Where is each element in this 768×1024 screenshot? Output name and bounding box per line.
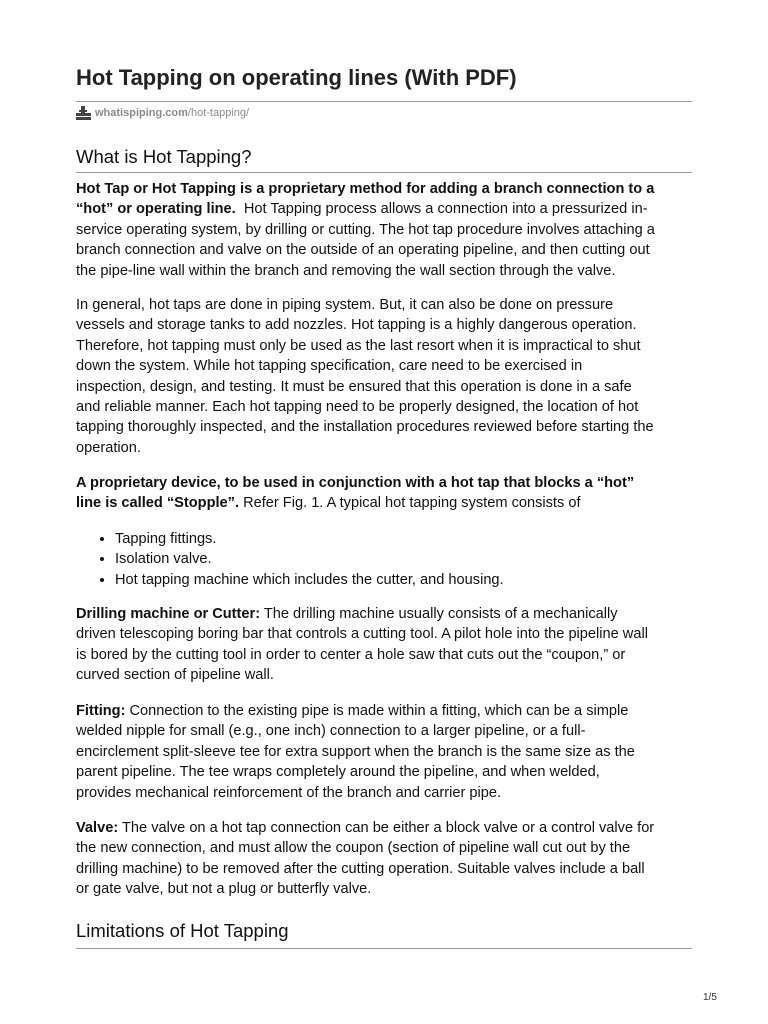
body-text: vessels and storage tanks to add nozzles. Hot tapping is a highly dangerous operation.	[76, 317, 637, 334]
title-divider	[76, 101, 692, 102]
paragraph-line	[76, 645, 692, 665]
bold-lead-text: Hot Tap or Hot Tapping is a proprietary method for adding a branch connection to a	[76, 181, 655, 197]
body-text: down the system. While hot tapping specification, care need to be exercised in	[76, 358, 583, 375]
source-link[interactable]	[76, 106, 249, 120]
paragraph-line	[76, 783, 692, 803]
list-item: • Hot tapping machine which includes the cutter, and housing.	[115, 570, 504, 590]
bold-lead-text: Valve:	[76, 820, 119, 836]
body-text: welded nipple for small (e.g., one inch) connection to a larger pipeline, or a full-	[76, 723, 586, 740]
source-domain: whatispiping.com	[95, 107, 188, 119]
body-text: driven telescoping boring bar that controls a cutting tool. A pilot hole into the pipeline wall	[76, 626, 648, 643]
paragraph-line	[76, 818, 692, 838]
body-text: drilling machine) to be removed after the cutting operation. Suitable valves include a ball	[76, 860, 645, 877]
page-number: 1/5	[703, 992, 717, 1003]
paragraph-line	[76, 604, 692, 624]
paragraph-line	[76, 220, 692, 240]
section-divider	[76, 172, 692, 173]
paragraph-line	[76, 199, 692, 219]
list-item: • Isolation valve.	[115, 549, 504, 569]
paragraph-line	[76, 417, 692, 437]
body-text: tapping thoroughly inspected, and the installation procedures reviewed before starting the	[76, 419, 654, 436]
body-text: service operating system, by drilling or cutting. The hot tap procedure involves attaching a	[76, 221, 655, 238]
paragraph-line	[76, 336, 692, 356]
body-text: curved section of pipeline wall.	[76, 667, 274, 684]
paragraph-line	[76, 179, 692, 199]
body-text: Connection to the existing pipe is made within a fitting, which can be a simple	[125, 703, 629, 719]
bold-lead-text: Drilling machine or Cutter:	[76, 606, 261, 622]
bold-lead-text: Fitting:	[76, 703, 126, 719]
body-text: and reliable manner. Each hot tapping need to be properly designed, the location of hot	[76, 399, 639, 416]
paragraph-line	[76, 315, 692, 335]
body-text: provides mechanical reinforcement of the branch and carrier pipe.	[76, 784, 502, 801]
body-text: operation.	[76, 439, 141, 456]
body-text: the new connection, and must allow the coupon (section of pipeline wall cut out by the	[76, 840, 631, 857]
section-heading-limitations: Limitations of Hot Tapping	[76, 920, 289, 941]
source-path: /hot-tapping/	[187, 107, 250, 119]
list-item: • Tapping fittings.	[115, 529, 504, 549]
body-text: branch connection and valve on the outside of an operating pipeline, and then cutting out	[76, 242, 650, 259]
paragraph-general	[76, 295, 692, 458]
paragraph-line	[76, 742, 692, 762]
paragraph-line	[76, 377, 692, 397]
paragraph-line	[76, 397, 692, 417]
body-text: is bored by the cutting tool in order to center a hole saw that cuts out the “coupon,” or	[76, 646, 626, 663]
page-title: Hot Tapping on operating lines (With PDF)	[76, 65, 517, 90]
body-text: parent pipeline. The tee wraps completely around the pipeline, and when welded,	[76, 764, 600, 781]
paragraph-line	[76, 721, 692, 741]
paragraph-line	[76, 624, 692, 644]
section-divider	[76, 948, 692, 949]
paragraph-intro	[76, 179, 692, 281]
paragraph-line	[76, 762, 692, 782]
components-list	[76, 529, 504, 590]
paragraph-line	[76, 859, 692, 879]
paragraph-line	[76, 493, 692, 513]
paragraph-line	[76, 879, 692, 899]
pipe-fitting-icon	[76, 106, 91, 120]
bold-lead-text: line is called “Stopple”.	[76, 495, 240, 512]
bold-lead-text: “hot” or operating line.	[76, 201, 236, 218]
paragraph-line	[76, 838, 692, 858]
body-text: Refer Fig. 1. A typical hot tapping system consists of	[239, 495, 581, 512]
body-text: encirclement split-sleeve tee for extra support when the branch is the same size as the	[76, 743, 635, 760]
body-text: the pipe-line wall within the branch and removing the wall section through the valve.	[76, 262, 616, 279]
body-text: Hot Tapping process allows a connection into a pressurized in-	[235, 201, 648, 218]
body-text: The valve on a hot tap connection can be either a block valve or a control valve for	[118, 820, 655, 836]
body-text: Therefore, hot tapping must only be used as the last resort when it is impractical to shut	[76, 337, 641, 354]
body-text: The drilling machine usually consists of a mechanically	[260, 606, 618, 622]
paragraph-line	[76, 438, 692, 458]
section-heading-what-is-hot-tapping: What is Hot Tapping?	[76, 146, 252, 167]
paragraph-line	[76, 295, 692, 315]
body-text: In general, hot taps are done in piping system. But, it can also be done on pressure	[76, 297, 614, 313]
paragraph-line	[76, 473, 692, 493]
paragraph-line	[76, 665, 692, 685]
body-text: or gate valve, but not a plug or butterfly valve.	[76, 881, 372, 898]
paragraph-line	[76, 701, 692, 721]
paragraph-drilling-machine	[76, 604, 692, 686]
paragraph-stopple	[76, 473, 692, 514]
paragraph-line	[76, 261, 692, 281]
paragraph-line	[76, 356, 692, 376]
paragraph-valve	[76, 818, 692, 900]
paragraph-fitting	[76, 701, 692, 803]
bold-lead-text: A proprietary device, to be used in conjunction with a hot tap that blocks a “hot”	[76, 475, 635, 491]
paragraph-line	[76, 240, 692, 260]
body-text: inspection, design, and testing. It must be ensured that this operation is done in a safe	[76, 378, 632, 395]
